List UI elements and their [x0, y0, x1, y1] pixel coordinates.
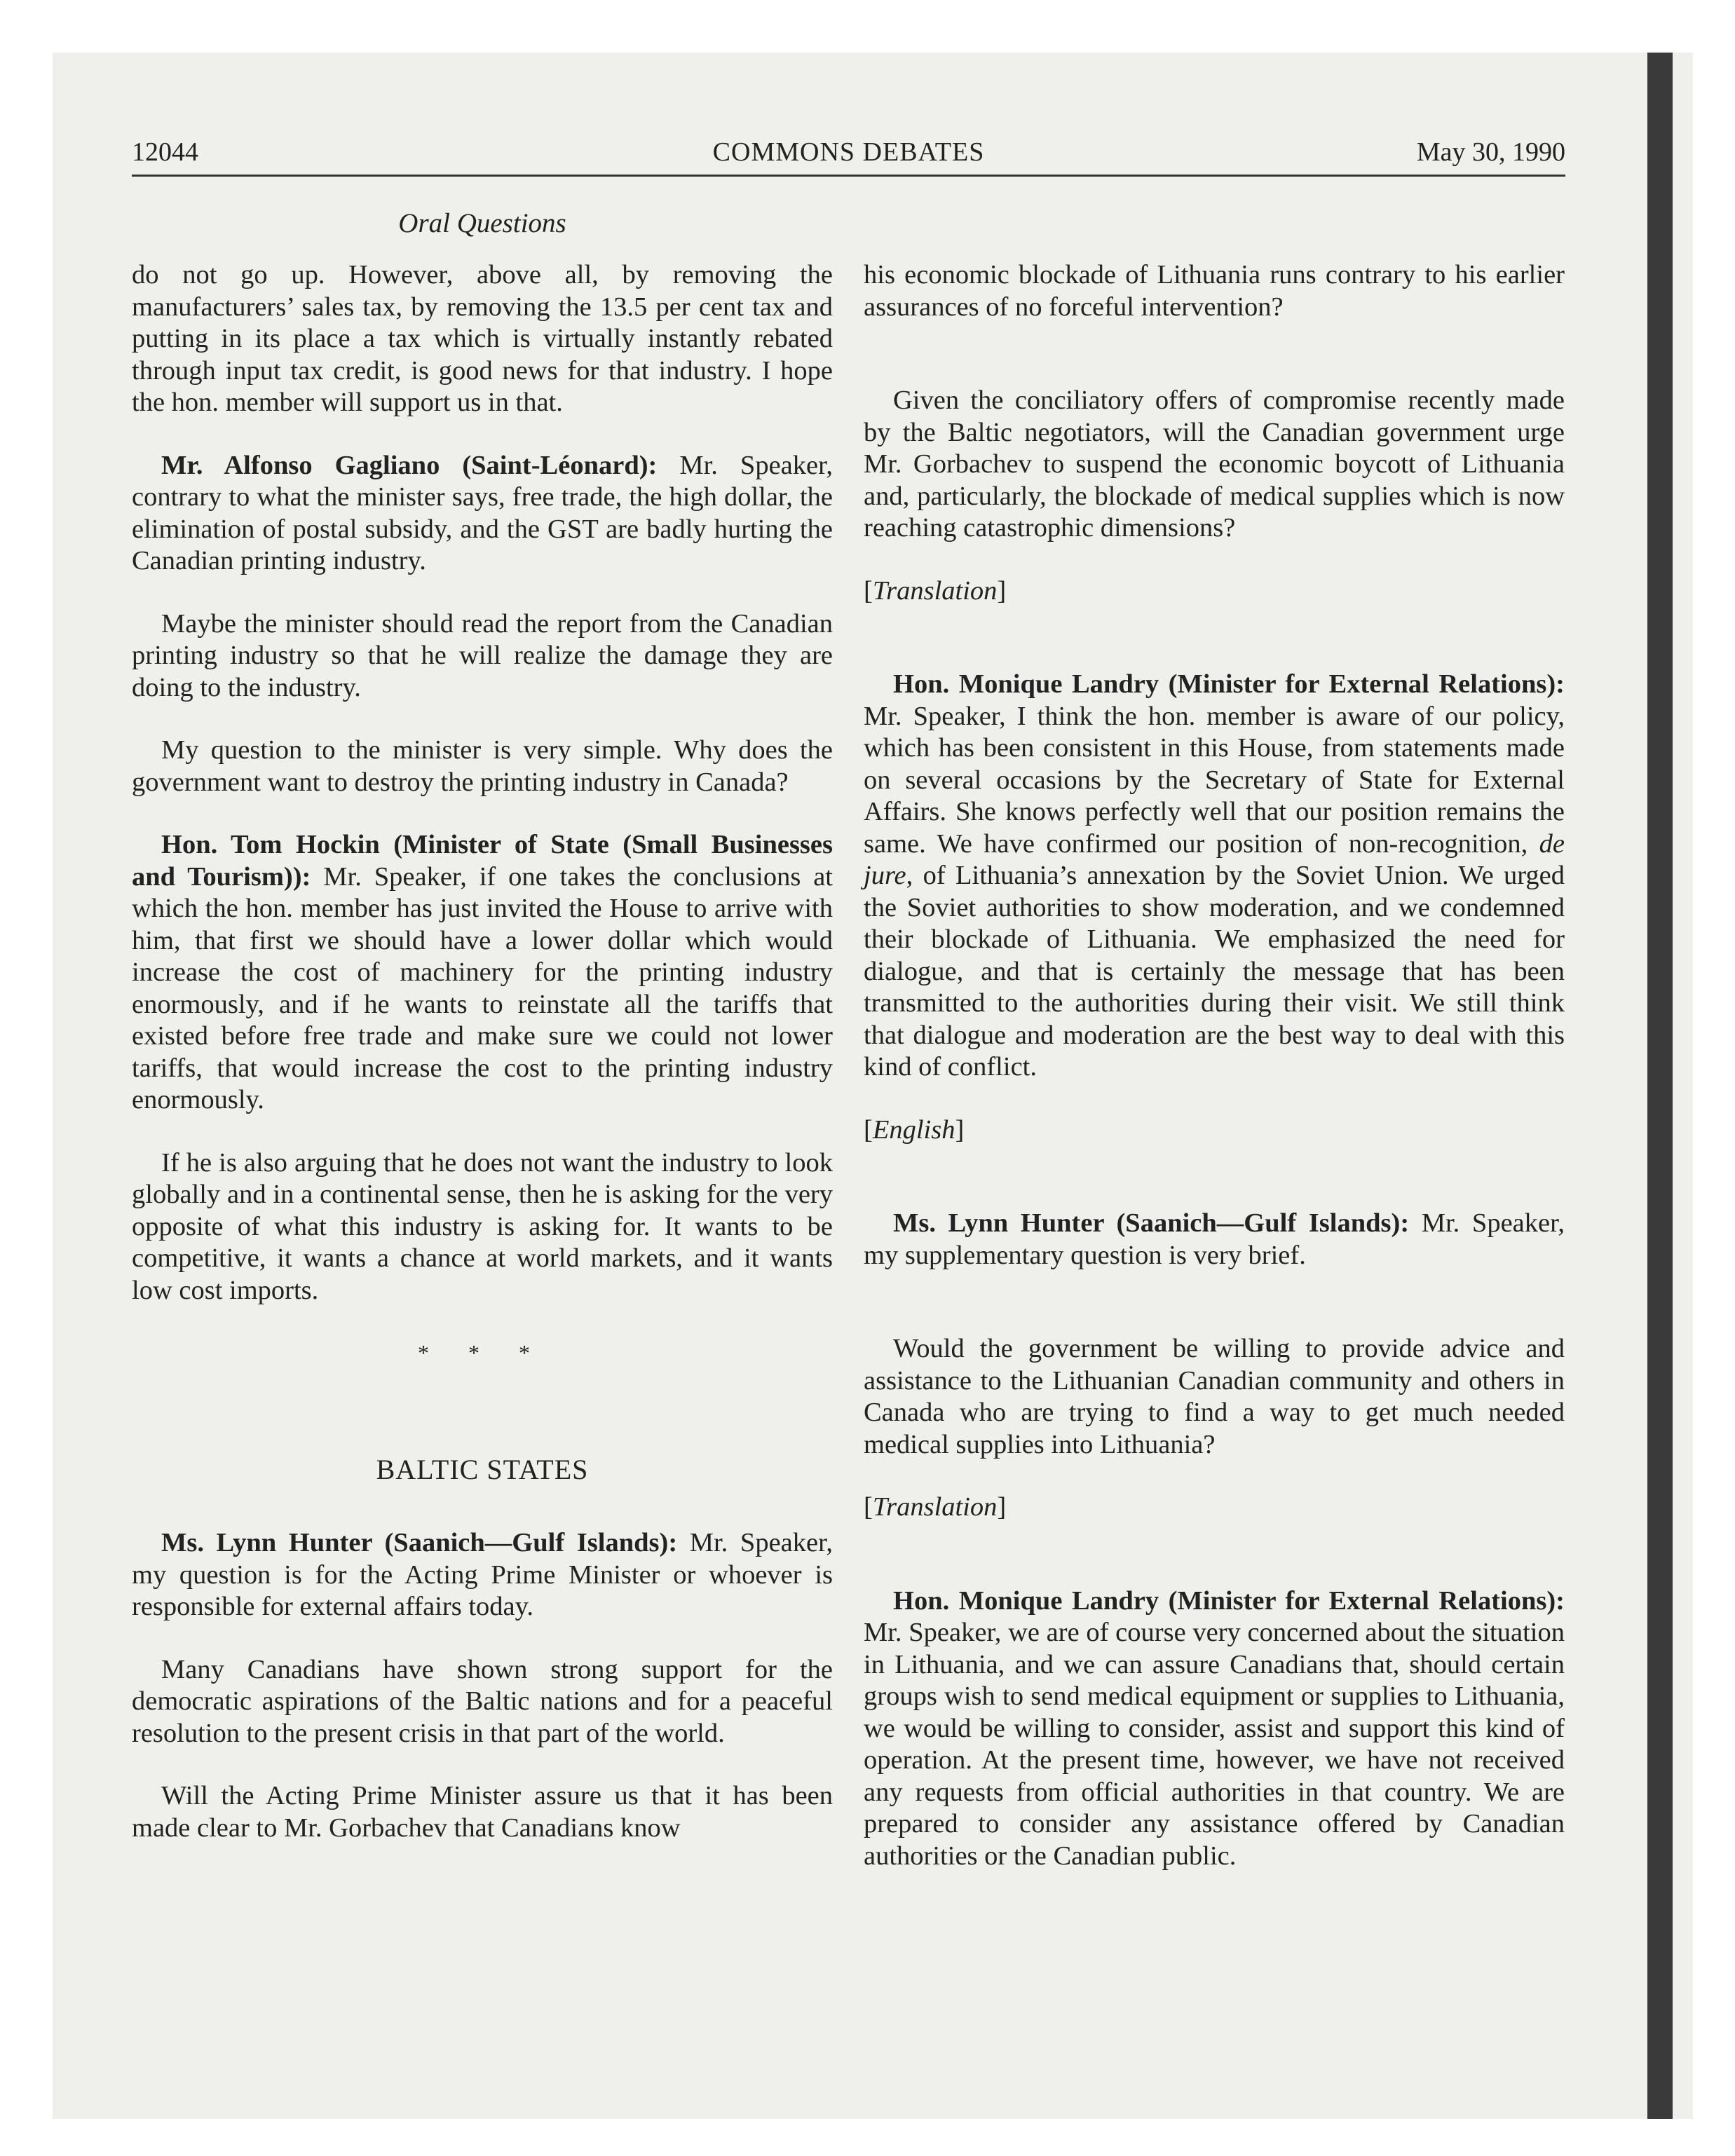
language-tag-text: Translation — [872, 575, 998, 606]
section-title: BALTIC STATES — [376, 1453, 589, 1485]
language-tag: [English] — [864, 1114, 965, 1145]
section-separator: * * * — [418, 1340, 547, 1365]
language-tag-text: Translation — [872, 1492, 998, 1522]
paragraph — [132, 829, 833, 1117]
speaker-name: Hon. Monique Landry (Minister for External Relations): — [893, 669, 1565, 699]
paragraph: Would the government be willing to provide advice and assistance to the Lithuanian Canadian community and others in Canada who are trying to find a way to get much needed medical supplies into Lithuania? — [864, 1334, 1565, 1459]
italic-term: de jure — [864, 828, 1565, 890]
paragraph: Many Canadians have shown strong support for the democratic aspirations of the Baltic nations and for a peaceful resolution to the present crisis in that part of the world. — [132, 1654, 833, 1748]
paragraph: My question to the minister is very simple. Why does the government want to destroy the printing industry in Canada? — [132, 735, 833, 797]
speaker-name: Hon. Monique Landry (Minister for External Relations): — [893, 1585, 1565, 1616]
right-column — [864, 259, 1565, 1903]
speaker-name: Mr. Alfonso Gagliano (Saint-Léonard): — [161, 450, 658, 480]
paragraph: Will the Acting Prime Minister assure us that it has been made clear to Mr. Gorbachev that Canadians know — [132, 1781, 833, 1843]
language-tag-text: English — [872, 1114, 955, 1145]
speaker-name: Ms. Lynn Hunter (Saanich—Gulf Islands): — [893, 1208, 1410, 1238]
language-tag: [Translation] — [864, 1492, 1007, 1522]
language-tag: [Translation] — [864, 575, 1007, 606]
paragraph: do not go up. However, above all, by removing the manufacturers’ sales tax, by removing the 13.5 per cent tax and putting in its place a tax which is virtually instantly rebated through input tax credit, is good news for that industry. I hope the hon. member will support us in that. — [132, 260, 833, 417]
scan-edge-shadow — [1647, 53, 1673, 2119]
speaker-name: Ms. Lynn Hunter (Saanich—Gulf Islands): — [161, 1528, 678, 1557]
page-number: 12044 — [132, 137, 198, 167]
speech-text: Mr. Speaker, contrary to what the minister says, free trade, the high dollar, the elimination of postal subsidy, and the GST are badly hurting the Canadian printing industry. — [132, 450, 834, 575]
speech-text: Mr. Speaker, if one takes the conclusions at which the hon. member has just invited the House to arrive with him, that first we should have a lower dollar which would increase the cost of machinery for the printing industry enormously, and if he wants to reinstate all the tariffs that existed before free trade and make sure we could not lower tariffs, that would increase the cost to the printing industry enormously. — [132, 861, 833, 1114]
paragraph: his economic blockade of Lithuania runs contrary to his earlier assurances of no forceful intervention? — [864, 260, 1565, 322]
left-column — [132, 259, 833, 1875]
paragraph — [864, 669, 1565, 1084]
speech-text: Mr. Speaker, I think the hon. member is aware of our policy, which has been consistent in this House, from statements made on several occasions by the Secretary of State for External Affairs. She knows perfectly well that our position remains the same. We have confirmed our position of non-recognition, — [864, 701, 1565, 859]
paragraph: Maybe the minister should read the report from the Canadian printing industry so that he will realize the damage they are doing to the industry. — [132, 608, 833, 702]
page-header — [132, 135, 1565, 170]
publication-title: COMMONS DEBATES — [712, 137, 985, 167]
paragraph — [132, 1527, 833, 1623]
speaker-name: Hon. Tom Hockin (Minister of State (Small Businesses and Tourism)): — [132, 830, 833, 892]
speech-text: Mr. Speaker, my question is for the Acting Prime Minister or whoever is responsible for external affairs today. — [132, 1528, 833, 1621]
paragraph — [132, 450, 833, 578]
publication-date: May 30, 1990 — [1416, 137, 1565, 167]
header-rule — [132, 175, 1565, 177]
speech-text: Mr. Speaker, my supplementary question is very brief. — [864, 1208, 1565, 1270]
paragraph — [864, 1208, 1565, 1271]
speech-text: Mr. Speaker, we are of course very concerned about the situation in Lithuania, and we can assure Canadians that, should certain groups wish to send medical equipment or supplies to Lithuania, we would be willing to consider, assist and support this kind of operation. At the present time, however, we have not received any requests from official authorities in that country. We are prepared to consider any assistance offered by Canadian authorities or the Canadian public. — [864, 1618, 1565, 1871]
section-heading: Oral Questions — [398, 208, 566, 238]
paragraph: Given the conciliatory offers of compromise recently made by the Baltic negotiators, will the Canadian government urge Mr. Gorbachev to suspend the economic boycott of Lithuania and, particularly, the blockade of medical supplies which is now reaching catastrophic dimensions? — [864, 386, 1565, 543]
paragraph: If he is also arguing that he does not want the industry to look globally and in a continental sense, then he is asking for the very opposite of what this industry is asking for. It wants to be competitive, it wants a chance at world markets, and it wants low cost imports. — [132, 1147, 833, 1305]
paragraph — [864, 1585, 1565, 1873]
speech-text: , of Lithuania’s annexation by the Soviet Union. We urged the Soviet authorities to show moderation, and we condemned their blockade of Lithuania. We emphasized the need for dialogue, and that is certainly the message that has been transmitted to the authorities during their visit. We still think that dialogue and moderation are the best way to deal with this kind of conflict. — [864, 861, 1565, 1082]
